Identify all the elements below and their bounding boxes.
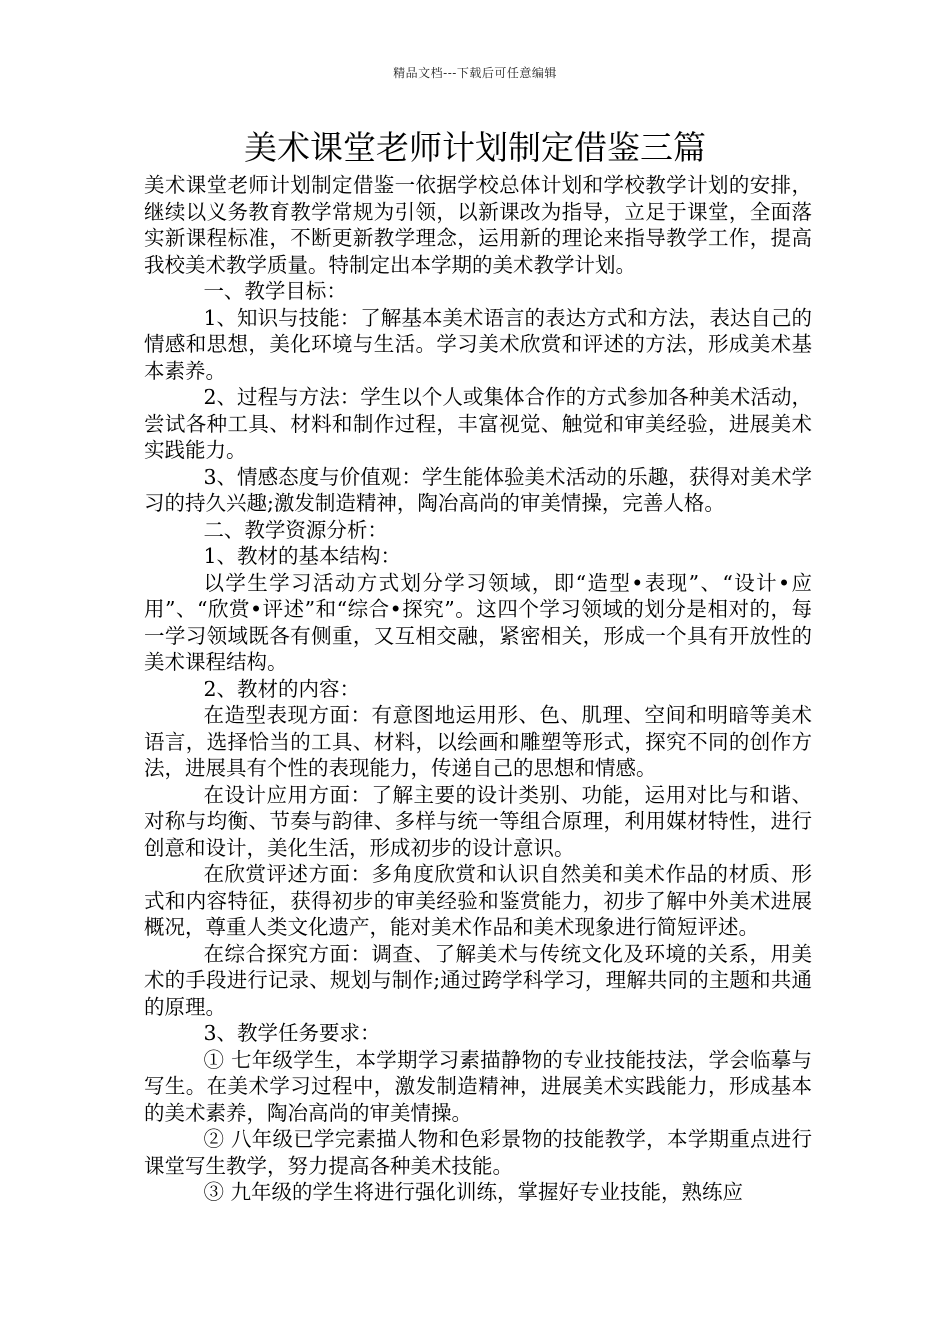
document-body — [144, 172, 812, 1206]
subsection-heading: 3、教学任务要求： — [203, 1021, 381, 1045]
body-paragraph: 在欣赏评述方面：多角度欣赏和认识自然美和美术作品的材质、形式和内容特征，获得初步的审美经验和鉴赏能力，初步了解中外美术进展概况，尊重人类文化遗产，能对美术作品和美术现象进行简短评述。 — [144, 862, 812, 939]
section-heading: 二、教学资源分析： — [203, 517, 388, 542]
subsection-heading: 1、教材的基本结构： — [203, 544, 401, 568]
list-item: ③ 九年级的学生将进行强化训练，掌握好专业技能，熟练应 — [203, 1180, 743, 1204]
body-paragraph: 3、情感态度与价值观：学生能体验美术活动的乐趣，获得对美术学习的持久兴趣;激发制造精神，陶冶高尚的审美情操，完善人格。 — [144, 464, 812, 515]
list-item: ① 七年级学生，本学期学习素描静物的专业技能技法，学会临摹与写生。在美术学习过程中，激发制造精神，进展美术实践能力，形成基本的美术素养，陶冶高尚的审美情操。 — [144, 1047, 812, 1125]
body-paragraph: 在设计应用方面：了解主要的设计类别、功能，运用对比与和谐、对称与均衡、节奏与韵律、多样与统一等组合原理，利用媒材特性，进行创意和设计，美化生活，形成初步的设计意识。 — [144, 782, 812, 860]
body-paragraph: 2、过程与方法：学生以个人或集体合作的方式参加各种美术活动，尝试各种工具、材料和制作过程，丰富视觉、触觉和审美经验，进展美术实践能力。 — [144, 385, 812, 462]
section-heading: 一、教学目标： — [203, 279, 347, 303]
list-item: ② 八年级已学完素描人物和色彩景物的技能教学，本学期重点进行课堂写生教学，努力提高各种美术技能。 — [144, 1127, 812, 1178]
body-paragraph: 美术课堂老师计划制定借鉴一依据学校总体计划和学校教学计划的安排，继续以义务教育教学常规为引领，以新课改为指导，立足于课堂，全面落实新课程标准，不断更新教学理念，运用新的理论来指导教学工作，提高我校美术教学质量。特制定出本学期的美术教学计划。 — [144, 173, 812, 277]
body-paragraph: 在综合探究方面：调查、了解美术与传统文化及环境的关系，用美术的手段进行记录、规划与制作;通过跨学科学习，理解共同的主题和共通的原理。 — [144, 941, 812, 1019]
body-paragraph: 以学生学习活动方式划分学习领域，即“造型•表现”、“设计•应用”、“欣赏•评述”和“综合•探究”。这四个学习领域的划分是相对的，每一学习领域既各有侧重，又互相交融，紧密相关，形成一个具有开放性的美术课程结构。 — [144, 570, 812, 674]
body-paragraph: 在造型表现方面：有意图地运用形、色、肌理、空间和明暗等美术语言，选择恰当的工具、材料，以绘画和雕塑等形式，探究不同的创作方法，进展具有个性的表现能力，传递自己的思想和情感。 — [144, 703, 812, 780]
page-header-note: 精品文档---下载后可任意编辑 — [393, 66, 557, 80]
document-title: 美术课堂老师计划制定借鉴三篇 — [244, 128, 706, 167]
body-paragraph: 1、知识与技能：了解基本美术语言的表达方式和方法，表达自己的情感和思想，美化环境与生活。学习美术欣赏和评述的方法，形成美术基本素养。 — [144, 305, 812, 383]
subsection-heading: 2、教材的内容： — [203, 676, 360, 701]
